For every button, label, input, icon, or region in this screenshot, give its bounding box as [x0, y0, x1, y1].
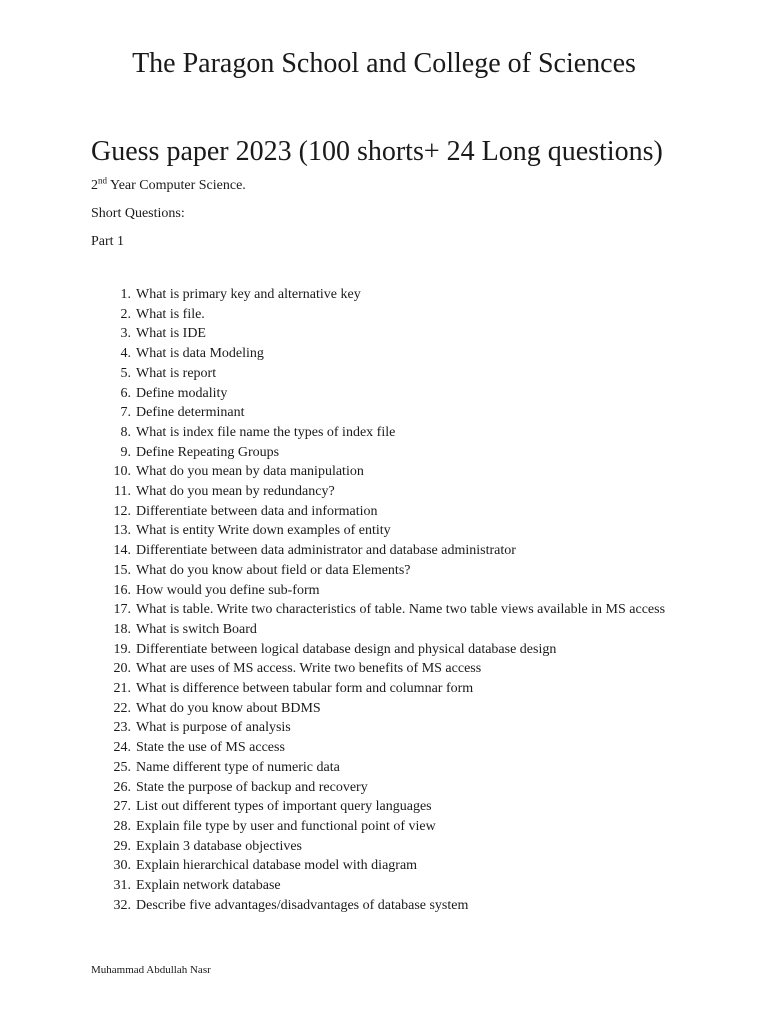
- question-number: 23.: [113, 720, 131, 736]
- question-text: What are uses of MS access. Write two benefits of MS access: [136, 661, 482, 677]
- question-text: What is primary key and alternative key: [136, 287, 361, 302]
- question-text: State the purpose of backup and recovery: [136, 779, 368, 795]
- question-item: [0, 718, 768, 738]
- question-number: 20.: [113, 661, 131, 677]
- question-number: 9.: [120, 444, 131, 460]
- question-text: Define Repeating Groups: [136, 444, 280, 460]
- question-number: 14.: [113, 543, 131, 559]
- question-item: [0, 738, 768, 758]
- class-line: [91, 177, 246, 195]
- question-item: [0, 285, 768, 305]
- question-text: What is file.: [136, 306, 205, 322]
- question-item: [0, 344, 768, 364]
- year-subject: Year Computer Science.: [107, 178, 246, 193]
- question-text: Define determinant: [136, 405, 245, 421]
- question-item: [0, 364, 768, 384]
- question-text: What is report: [136, 365, 217, 381]
- question-item: [0, 896, 768, 916]
- question-number: 18.: [113, 621, 131, 637]
- year-number: 2: [91, 178, 98, 193]
- question-text: Explain file type by user and functional point of view: [136, 818, 436, 834]
- question-number: 28.: [113, 818, 131, 834]
- question-item: [0, 403, 768, 423]
- question-list: [0, 285, 768, 916]
- question-item: [0, 324, 768, 344]
- question-item: [0, 443, 768, 463]
- question-item: [0, 620, 768, 640]
- question-item: [0, 561, 768, 581]
- question-item: [0, 778, 768, 798]
- question-text: What is purpose of analysis: [136, 720, 291, 736]
- question-text: Differentiate between data and information: [136, 503, 378, 519]
- question-text: What do you know about field or data Elements?: [136, 562, 411, 578]
- question-number: 30.: [113, 858, 131, 874]
- section-heading: Short Questions:: [91, 206, 185, 221]
- question-number: 4.: [120, 346, 131, 362]
- year-ordinal-suffix: nd: [98, 175, 107, 186]
- document-title: The Paragon School and College of Sciences: [132, 48, 636, 79]
- question-number: 26.: [113, 779, 131, 795]
- question-text: Name different type of numeric data: [136, 759, 340, 775]
- question-item: [0, 679, 768, 699]
- question-number: 24.: [113, 740, 131, 756]
- question-number: 31.: [113, 878, 131, 894]
- question-number: 32.: [113, 897, 131, 913]
- question-number: 27.: [113, 799, 131, 815]
- question-number: 7.: [120, 405, 131, 421]
- question-text: Describe five advantages/disadvantages of database system: [136, 897, 469, 913]
- question-item: [0, 541, 768, 561]
- question-item: [0, 423, 768, 443]
- question-number: 2.: [120, 306, 131, 322]
- question-text: Differentiate between data administrator and database administrator: [136, 543, 516, 559]
- question-number: 6.: [120, 385, 131, 401]
- question-text: What is IDE: [136, 326, 206, 342]
- question-item: [0, 699, 768, 719]
- question-number: 16.: [113, 582, 131, 598]
- question-text: Define modality: [136, 385, 228, 401]
- question-item: [0, 521, 768, 541]
- question-number: 19.: [113, 641, 131, 657]
- question-item: [0, 502, 768, 522]
- question-item: [0, 797, 768, 817]
- question-text: What do you mean by data manipulation: [136, 464, 364, 480]
- question-number: 3.: [120, 326, 131, 342]
- question-text: What is switch Board: [136, 621, 257, 637]
- question-item: [0, 581, 768, 601]
- question-item: [0, 817, 768, 837]
- question-item: [0, 600, 768, 620]
- question-item: [0, 837, 768, 857]
- question-text: State the use of MS access: [136, 740, 285, 756]
- question-number: 17.: [113, 602, 131, 618]
- question-number: 11.: [114, 484, 131, 500]
- question-text: What is table. Write two characteristics of table. Name two table views available in MS access: [136, 602, 666, 618]
- question-number: 22.: [113, 700, 131, 716]
- question-item: [0, 640, 768, 660]
- question-text: What is index file name the types of index file: [136, 424, 396, 440]
- question-text: Explain network database: [136, 878, 281, 894]
- question-item: [0, 305, 768, 325]
- question-number: 25.: [113, 759, 131, 775]
- question-text: What do you know about BDMS: [136, 700, 321, 716]
- question-text: How would you define sub-form: [136, 582, 320, 598]
- question-text: What is difference between tabular form and columnar form: [136, 681, 474, 697]
- question-number: 1.: [120, 287, 131, 302]
- question-item: [0, 659, 768, 679]
- question-text: What is data Modeling: [136, 346, 264, 362]
- question-text: What do you mean by redundancy?: [136, 484, 335, 500]
- question-number: 13.: [113, 523, 131, 539]
- question-number: 8.: [120, 424, 131, 440]
- question-text: What is entity Write down examples of entity: [136, 523, 391, 539]
- question-number: 5.: [120, 365, 131, 381]
- question-number: 15.: [113, 562, 131, 578]
- question-text: List out different types of important query languages: [136, 799, 432, 815]
- question-item: [0, 856, 768, 876]
- question-number: 10.: [113, 464, 131, 480]
- question-text: Differentiate between logical database design and physical database design: [136, 641, 557, 657]
- question-item: [0, 384, 768, 404]
- question-item: [0, 482, 768, 502]
- question-item: [0, 758, 768, 778]
- question-number: 12.: [113, 503, 131, 519]
- part-label: Part 1: [91, 234, 125, 249]
- question-number: 29.: [113, 838, 131, 854]
- footer-author: Muhammad Abdullah Nasr: [91, 964, 211, 976]
- question-text: Explain hierarchical database model with diagram: [136, 858, 418, 874]
- question-item: [0, 876, 768, 896]
- question-item: [0, 462, 768, 482]
- question-number: 21.: [113, 681, 131, 697]
- document-subtitle: Guess paper 2023 (100 shorts+ 24 Long questions): [91, 136, 663, 167]
- question-text: Explain 3 database objectives: [136, 838, 302, 854]
